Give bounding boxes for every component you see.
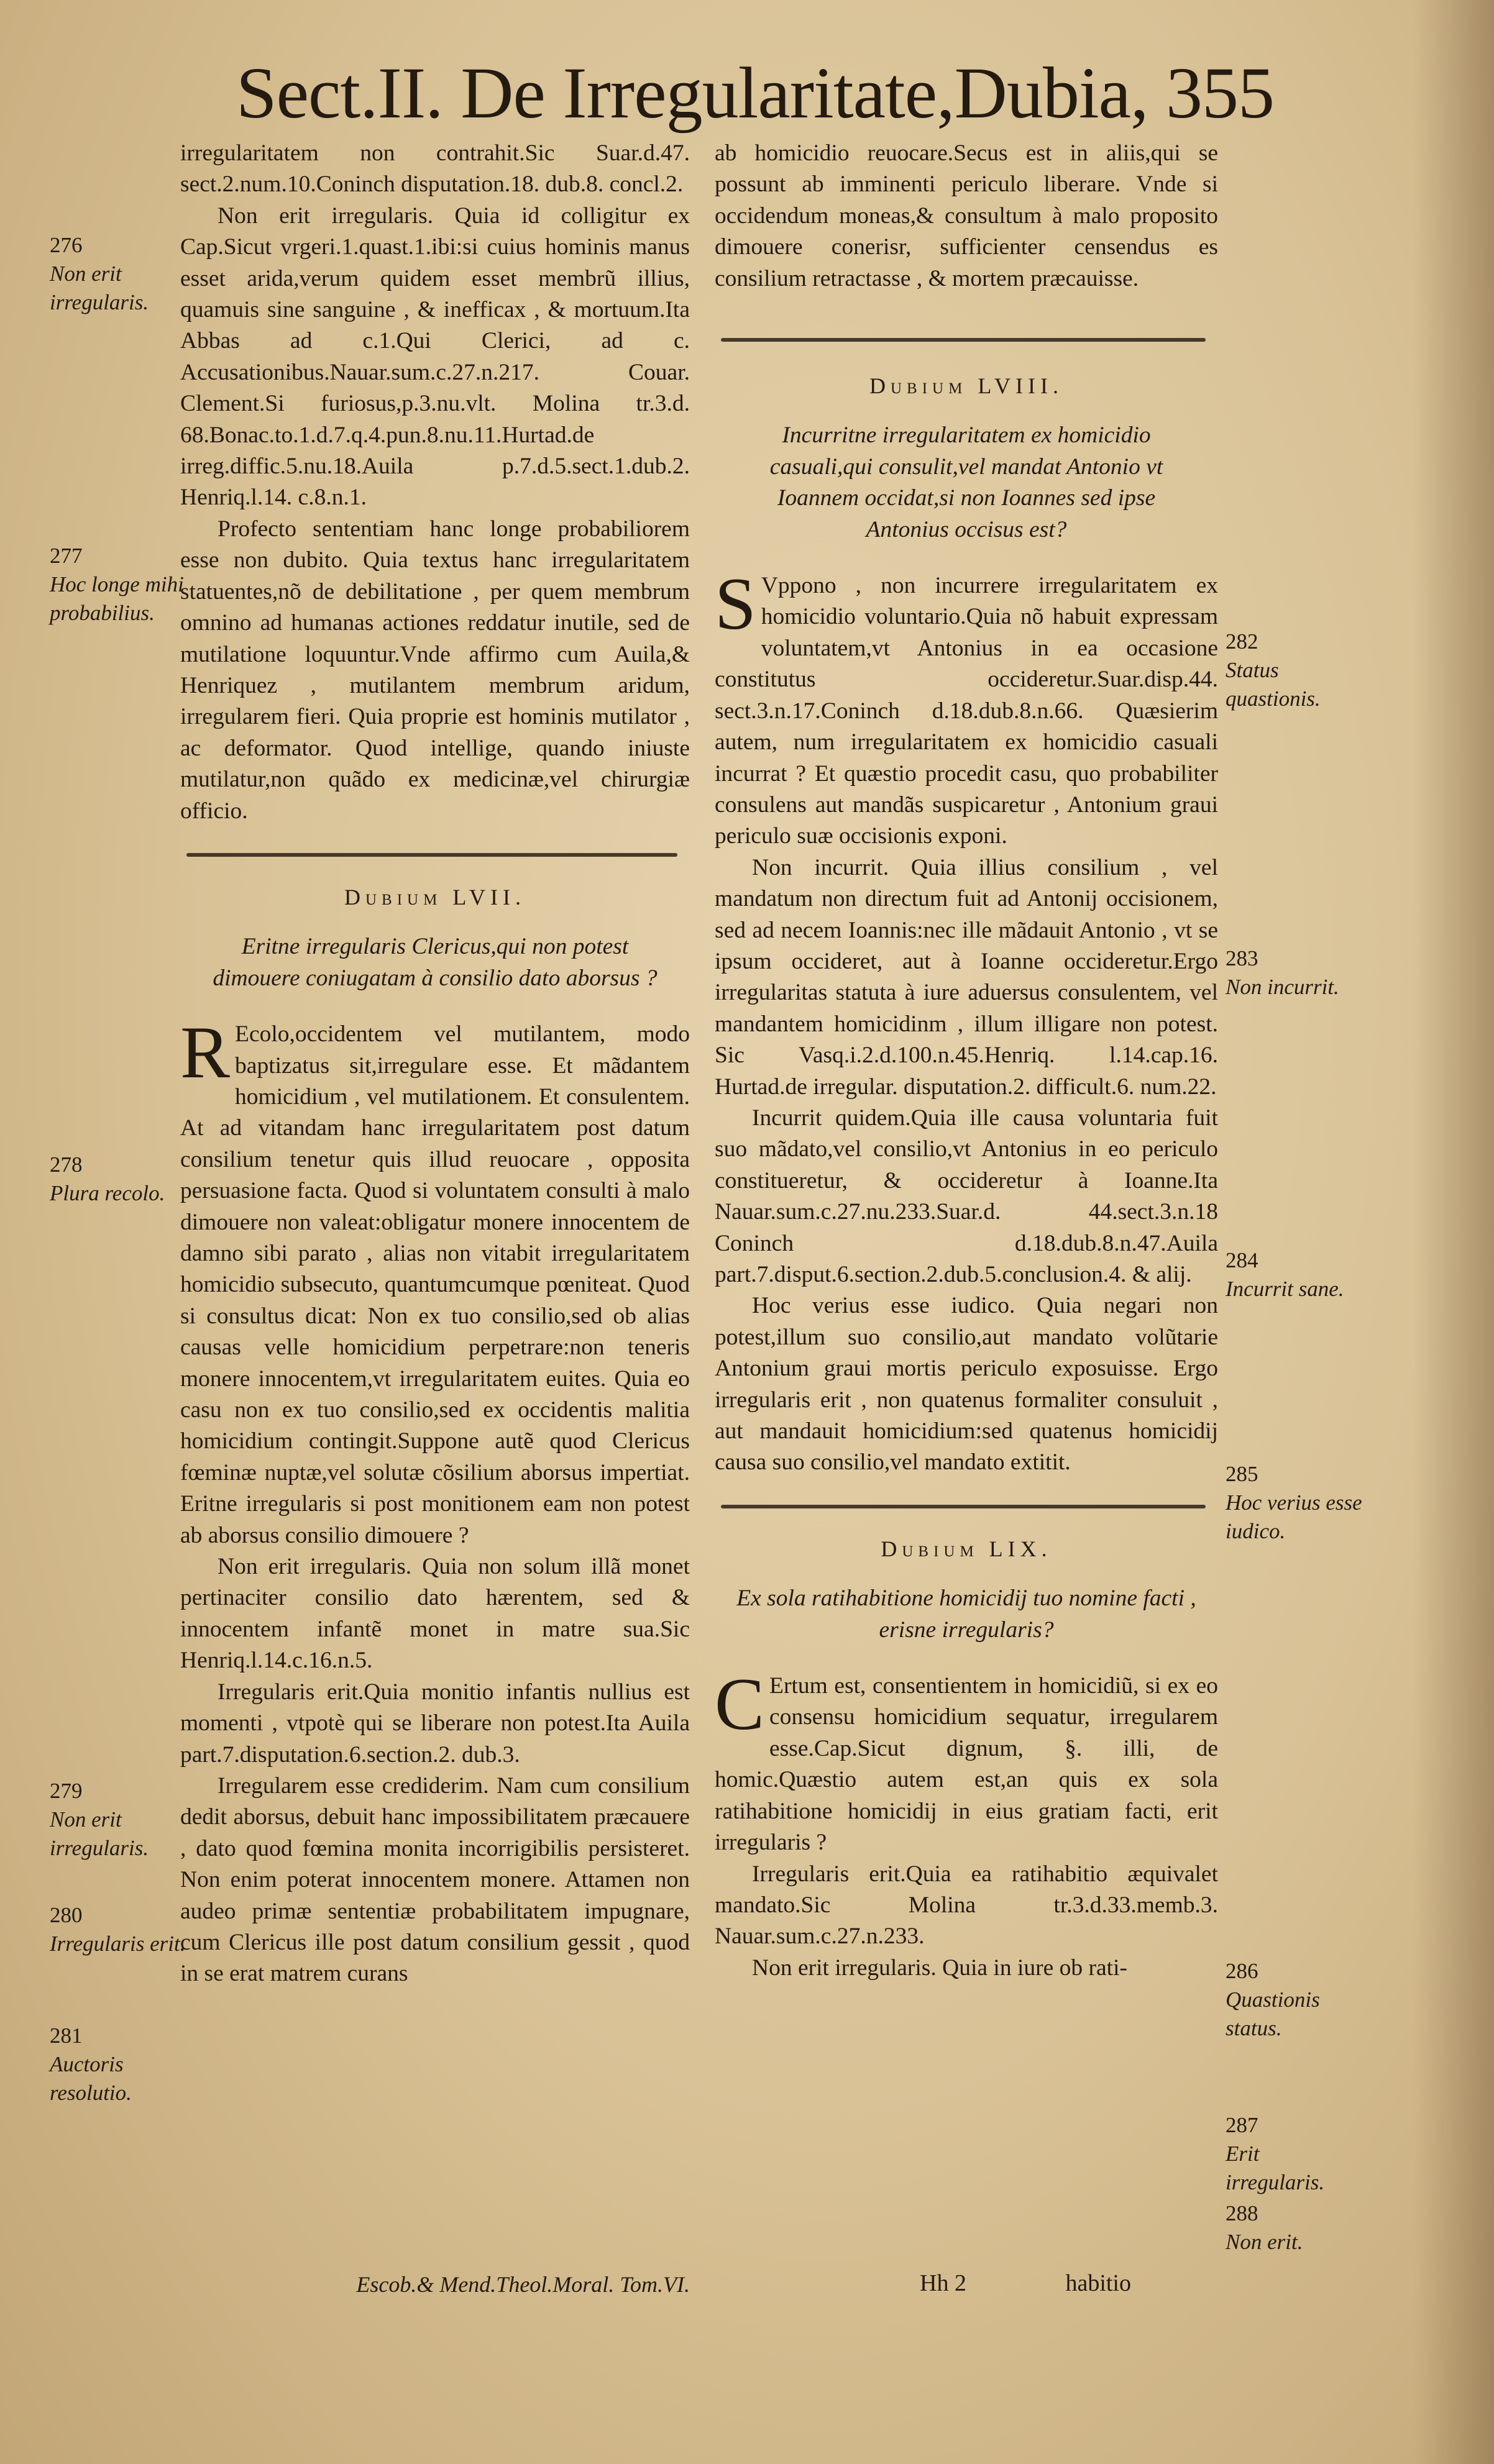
margin-number: 284 <box>1226 1248 1258 1272</box>
dubium-57-title: Dubium LVII. <box>344 884 526 910</box>
page-edge-shadow <box>1413 0 1494 2464</box>
paragraph-282 <box>715 562 1218 852</box>
paragraph-278-text: Ecolo,occidentem vel mutilantem, modo baptizatus sit,irregulare esse. Et mãdantem homicidium , vel mutilationem. Et consulentem. At ad vitandam hanc irregularitatem post datum consilium tenetur quis illud reuocare , opposita persuasione facta. Quod si voluntatem consulti à malo dimouere non valeat:obligatur monere innocentem de damno sibi parato , alias non vitabit irregularitatem homicidio subsecuto, quantumcumque pœniteat. Quod si consultus dicat: Non ex tuo consilio,sed ob alias causas velle homicidium perpetrare:non teneris monere innocentem,vt irregularitatem euites. Quia eo casu non ex tuo consilio,sed ex occidentis malitia homicidium contingit.Suppone autẽ quod Clericus fœminæ nuptæ,vel solutæ cõsilium aborsus impertiat. Eritne irregularis si post monitionem eam non potest ab aborsus consilio dimouere ? <box>180 1021 690 1548</box>
margin-note-288 <box>1226 2199 1362 2256</box>
section-rule <box>721 338 1206 342</box>
margin-note-276 <box>50 231 186 317</box>
margin-number: 282 <box>1226 629 1258 654</box>
signature-mark: Hh 2 <box>920 2270 966 2296</box>
paragraph-282-text: Vppono , non incurrere irregularitatem ex homicidio voluntario.Quia nõ habuit expressam voluntatem,vt Antonius in ea occasione constitutus occideretur.Suar.disp.44. sect.3.n.17.Coninch d.18.dub.8.n.66. Quæsierim autem, num irregularitatem ex homicidio casuali incurrat ? Et quæstio procedit casu, quo probabiliter consulens aut mandãs suspicaretur , Antonium graui periculo suæ occisionis exponi. <box>715 573 1218 849</box>
margin-number: 277 <box>50 544 83 568</box>
drop-cap: C <box>715 1663 765 1746</box>
left-column <box>180 138 690 1990</box>
margin-number: 288 <box>1226 2201 1258 2225</box>
margin-number: 279 <box>50 1779 83 1803</box>
paragraph-276: Non erit irregularis. Quia id colligitur ex Cap.Sicut vrgeri.1.quast.1.ibi:si cuius hominis manus esset arida,verum quidem esset membrũ illius, quamuis sine sanguine , & inefficax , & mortuum.Ita Abbas ad c.1.Qui Clerici, ad c. Accusationibus.Nauar.sum.c.27.n.217. Couar. Clement.Si furiosus,p.3.nu.vlt. Molina tr.3.d. 68.Bonac.to.1.d.7.q.4.pun.8.nu.11.Hurtad.de irreg.diffic.5.nu.18.Auila p.7.d.5.sect.1.dub.2. Henriq.l.14. c.8.n.1. <box>180 203 690 511</box>
margin-note-281 <box>50 2022 186 2107</box>
footer-signature-line <box>920 2270 1230 2297</box>
margin-text: Non erit irregularis. <box>50 262 149 314</box>
footer-book-title: Escob.& Mend.Theol.Moral. Tom.VI. <box>356 2272 690 2297</box>
dubium-59-question: Ex sola ratihabitione homicidij tuo nomine facti , erisne irregularis? <box>736 1586 1196 1643</box>
margin-note-286 <box>1226 1957 1362 2043</box>
margin-note-282 <box>1226 627 1362 713</box>
margin-text: Quastionis status. <box>1226 1987 1320 2040</box>
section-rule <box>186 853 677 857</box>
paragraph-287: Irregularis erit.Quia ea ratihabitio æquivalet mandato.Sic Molina tr.3.d.33.memb.3. Nauar.sum.c.27.n.233. <box>715 1861 1218 1950</box>
margin-text: Non incurrit. <box>1226 975 1339 999</box>
paragraph-283: Non incurrit. Quia illius consilium , vel mandatum non directum fuit ad Antonij occisionem, sed ad necem Ioannis:nec ille mãdauit Antonio , vt se ipsum occideret, aut à Ioanne occideretur.Ergo irregularitas statuta à iure aduersus consulentem, vel mandantem homicidinm , illum illigare non potest. Sic Vasq.i.2.d.100.n.45.Henriq. l.14.cap.16. Hurtad.de irregular. disputation.2. difficult.6. num.22. <box>715 854 1218 1100</box>
margin-number: 283 <box>1226 946 1258 970</box>
paragraph-278 <box>180 1011 690 1551</box>
margin-number: 276 <box>50 233 83 257</box>
margin-number: 286 <box>1226 1959 1258 1983</box>
margin-text: Hoc verius esse iudico. <box>1226 1490 1362 1543</box>
running-header: Sect.II. De Irregularitate,Dubia, 355 <box>236 52 1275 134</box>
margin-text: Auctoris resolutio. <box>50 2052 132 2105</box>
margin-note-277 <box>50 542 186 627</box>
paragraph-277: Profecto sententiam hanc longe probabiliorem esse non dubito. Quia textus hanc irregularitatem statuentes,nõ de debilitatione , per quem membrum omnino ad humanas actiones reddatur inutile, sed de mutilatione loquuntur.Vnde affirmo cum Auila,& Henriquez , mutilantem membrum aridum, irregularem fieri. Quia proprie est hominis mutilator , ac deformator. Quod intellige, quando iniuste mutilatur,non quãdo ex medicinæ,vel chirurgiæ officio. <box>180 516 690 824</box>
paragraph-286-text: Ertum est, consentientem in homicidiũ, si ex eo consensu homicidium sequatur, irregularem esse.Cap.Sicut dignum, §. illi, de homic.Quæstio autem est,an quis ex sola ratihabitione homicidij in eius gratiam facti, erit irregularis ? <box>715 1673 1218 1856</box>
margin-note-279 <box>50 1777 186 1863</box>
margin-number: 281 <box>50 2024 83 2048</box>
paragraph-279: Non erit irregularis. Quia non solum illã monet pertinaciter consilio dato hærentem, sed & innocentem infantẽ monet in matre sua.Sic Henriq.l.14.c.16.n.5. <box>180 1554 690 1674</box>
right-column <box>715 138 1218 1984</box>
dubium-57-question: Eritne irregularis Clericus,qui non potest dimouere coniugatam à consilio dato aborsus ? <box>213 934 658 991</box>
dubium-58-question: Incurritne irregularitatem ex homicidio casuali,qui consulit,vel mandat Antonio vt Ioannem occidat,si non Ioannes sed ipse Antonius occisus est? <box>769 422 1163 542</box>
drop-cap: R <box>180 1011 231 1094</box>
catchword: habitio <box>1065 2270 1131 2296</box>
margin-note-284 <box>1226 1246 1362 1303</box>
margin-text: Status quastionis. <box>1226 658 1321 711</box>
margin-note-280 <box>50 1901 186 1958</box>
margin-text: Non erit irregularis. <box>50 1807 149 1860</box>
paragraph-284: Incurrit quidem.Quia ille causa voluntaria fuit suo mãdato,vel consilio,vt Antonius in eo periculo constitueretur, & occideretur à Ioanne.Ita Nauar.sum.c.27.nu.233.Suar.d. 44.sect.3.n.18 Coninch d.18.dub.8.n.47.Auila part.7.disput.6.section.2.dub.5.conclusion.4. & alij. <box>715 1105 1218 1287</box>
margin-note-278 <box>50 1151 186 1208</box>
margin-number: 287 <box>1226 2113 1258 2137</box>
dubium-58-title: Dubium LVIII. <box>869 373 1063 399</box>
margin-text: Non erit. <box>1226 2230 1303 2254</box>
margin-number: 285 <box>1226 1462 1258 1486</box>
drop-cap: S <box>715 562 756 646</box>
paragraph-288: Non erit irregularis. Quia in iure ob rati- <box>752 1955 1127 1981</box>
section-rule <box>721 1505 1206 1508</box>
margin-note-287 <box>1226 2111 1362 2197</box>
paragraph-280: Irregularis erit.Quia monitio infantis nullius est momenti , vtpotè qui se liberare non potest.Ita Auila part.7.disputation.6.section.2. dub.3. <box>180 1679 690 1768</box>
margin-text: Plura recolo. <box>50 1181 165 1205</box>
paragraph-285: Hoc verius esse iudico. Quia negari non potest,illum suo consilio,aut mandato volũtarie Antonium graui mortis periculo exposuisse. Ergo irregularis erit , non quatenus formaliter consuluit , aut mandauit homicidium:sed quatenus homicidij causa suo consilio,vel mandato extitit. <box>715 1293 1218 1476</box>
dubium-59-title: Dubium LIX. <box>881 1536 1052 1561</box>
margin-note-285 <box>1226 1460 1362 1546</box>
margin-number: 278 <box>50 1152 83 1177</box>
paragraph-286 <box>715 1663 1218 1858</box>
margin-text: Erit irregularis. <box>1226 2142 1325 2194</box>
paragraph-continued: irregularitatem non contrahit.Sic Suar.d.47. sect.2.num.10.Coninch disputation.18. dub.8. concl.2. <box>180 140 690 198</box>
paragraph-continued-right: ab homicidio reuocare.Secus est in aliis,qui se possunt ab imminenti periculo liberare. Vnde si occidendum moneas,& consultum à malo proposito dimouere conerisr, sufficienter censendus es consilium retractasse , & mortem præcauisse. <box>715 140 1218 291</box>
paragraph-281: Irregularem esse crediderim. Nam cum consilium dedit aborsus, debuit hanc impossibilitatem præcauere , dato quod fœmina monita incorrigibilis persisteret. Non enim poterat innocentem monere. Attamen non audeo primæ sententiæ probabilitatem impugnare, cum Clericus ille post datum consilium gessit , quod in se erat matrem curans <box>180 1773 690 1987</box>
margin-text: Irregularis erit. <box>50 1932 186 1956</box>
margin-number: 280 <box>50 1903 83 1927</box>
margin-text: Incurrit sane. <box>1226 1277 1344 1301</box>
margin-note-283 <box>1226 944 1362 1002</box>
margin-text: Hoc longe mihi probabilius. <box>50 572 184 625</box>
